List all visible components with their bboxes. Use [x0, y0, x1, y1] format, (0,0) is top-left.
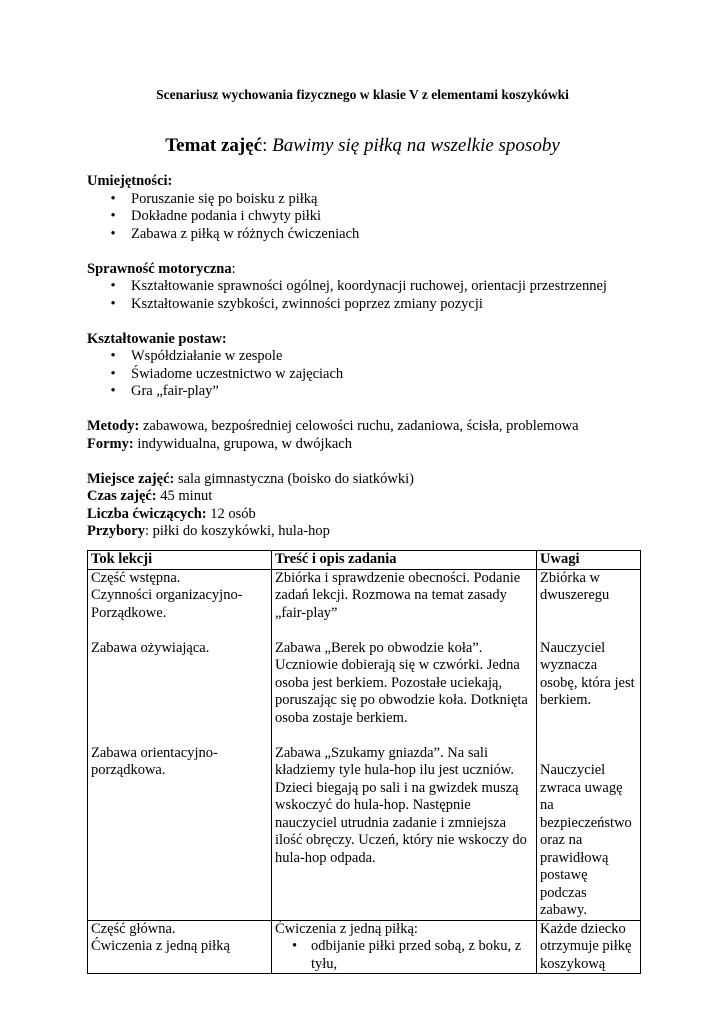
bullet-icon: • [110, 295, 116, 312]
column-header: Treść i opis zadania [272, 551, 537, 570]
topic-label: Temat zajęć [165, 135, 263, 156]
list-item: • Świadome uczestnictwo w zajęciach [87, 366, 647, 384]
table-cell: Część główna. Ćwiczenia z jedną piłką [88, 920, 272, 974]
equipment-line: Przybory: piłki do koszykówki, hula-hop [87, 523, 330, 539]
list-item: • Zabawa z piłką w różnych ćwiczeniach [87, 226, 647, 244]
lesson-topic [0, 134, 725, 158]
document-title: Scenariusz wychowania fizycznego w klasie V z elementami koszykówki [156, 87, 569, 102]
list-item: • Kształtowanie sprawności ogólnej, koordynacji ruchowej, orientacji przestrzennej [87, 278, 647, 296]
place-line: Miejsce zajęć: sala gimnastyczna (boisko do siatkówki) [87, 470, 414, 487]
bullet-icon: • [110, 383, 116, 399]
time-line: Czas zajęć: 45 minut [87, 488, 213, 504]
exercise-list [275, 938, 533, 973]
table-cell: Zbiórka w dwuszeregu Nauczyciel wyznacza osobę, która jest berkiem. Nauczyciel zwraca uwagę na bezpieczeństwo oraz na prawidłową postawę podczas zabawy. [537, 569, 641, 920]
column-header: Uwagi [537, 551, 641, 570]
list-item: • Poruszanie się po boisku z piłką [87, 191, 647, 209]
bullet-icon: • [110, 365, 116, 382]
attitudes-list [87, 348, 647, 401]
topic-separator: : [262, 135, 273, 156]
list-item: • odbijanie piłki przed sobą, z boku, z tyłu, [292, 938, 522, 972]
list-item: • Współdziałanie w zespole [87, 348, 647, 366]
list-item: • Kształtowanie szybkości, zwinności poprzez zmiany pozycji [87, 296, 647, 314]
table-cell: Zbiórka i sprawdzenie obecności. Podanie zadań lekcji. Rozmowa na temat zasady „fair-play” Zabawa „Berek po obwodzie koła”. Uczniowie dobierają się w czwórki. Jedna osoba jest berkiem. Pozostałe uciekają, poruszając się po obwodzie koła. Dotknięta osoba zostaje berkiem. Zabawa „Szukamy gniazda”. Na sali kładziemy tyle hula-hop ilu jest uczniów. Dzieci biegają po sali i na gwizdek muszą wskoczyć do hula-hop. Następnie nauczyciel utrudnia zadanie i zmniejsza ilość obręczy. Uczeń, który nie wskoczy do hula-hop odpada. [272, 569, 537, 920]
bullet-icon: • [110, 190, 116, 207]
bullet-icon: • [292, 938, 298, 954]
lesson-table [87, 550, 641, 974]
skills-list [87, 191, 647, 244]
attitudes-heading: Kształtowanie postaw: [87, 330, 227, 347]
motor-heading: Sprawność motoryczna: [87, 260, 236, 277]
table-cell: Część wstępna. Czynności organizacyjno-Porządkowe. Zabawa ożywiająca. Zabawa orientacyjno-porządkowa. [88, 569, 272, 920]
table-cell: Ćwiczenia z jedną piłką: • odbijanie piłki przed sobą, z boku, z tyłu, [272, 920, 537, 974]
bullet-icon: • [110, 208, 116, 224]
lesson-goals [87, 173, 647, 541]
forms-line: Formy: indywidualna, grupowa, w dwójkach [87, 435, 352, 452]
table-row [88, 569, 641, 920]
motor-list [87, 278, 647, 313]
bullet-icon: • [110, 278, 116, 294]
methods-line: Metody: zabawowa, bezpośredniej celowości ruchu, zadaniowa, ścisła, problemowa [87, 418, 579, 434]
table-cell: Każde dziecko otrzymuje piłkę koszykową [537, 920, 641, 974]
bullet-icon: • [110, 348, 116, 364]
topic-value: Bawimy się piłką na wszelkie sposoby [272, 135, 560, 156]
skills-heading: Umiejętności: [87, 173, 173, 189]
table-row [88, 920, 641, 974]
list-item: • Gra „fair-play” [87, 383, 647, 401]
count-line: Liczba ćwiczących: 12 osób [87, 505, 256, 522]
column-header: Tok lekcji [88, 551, 272, 570]
bullet-icon: • [110, 225, 116, 242]
list-item: • Dokładne podania i chwyty piłki [87, 208, 647, 226]
table-header-row [88, 551, 641, 570]
